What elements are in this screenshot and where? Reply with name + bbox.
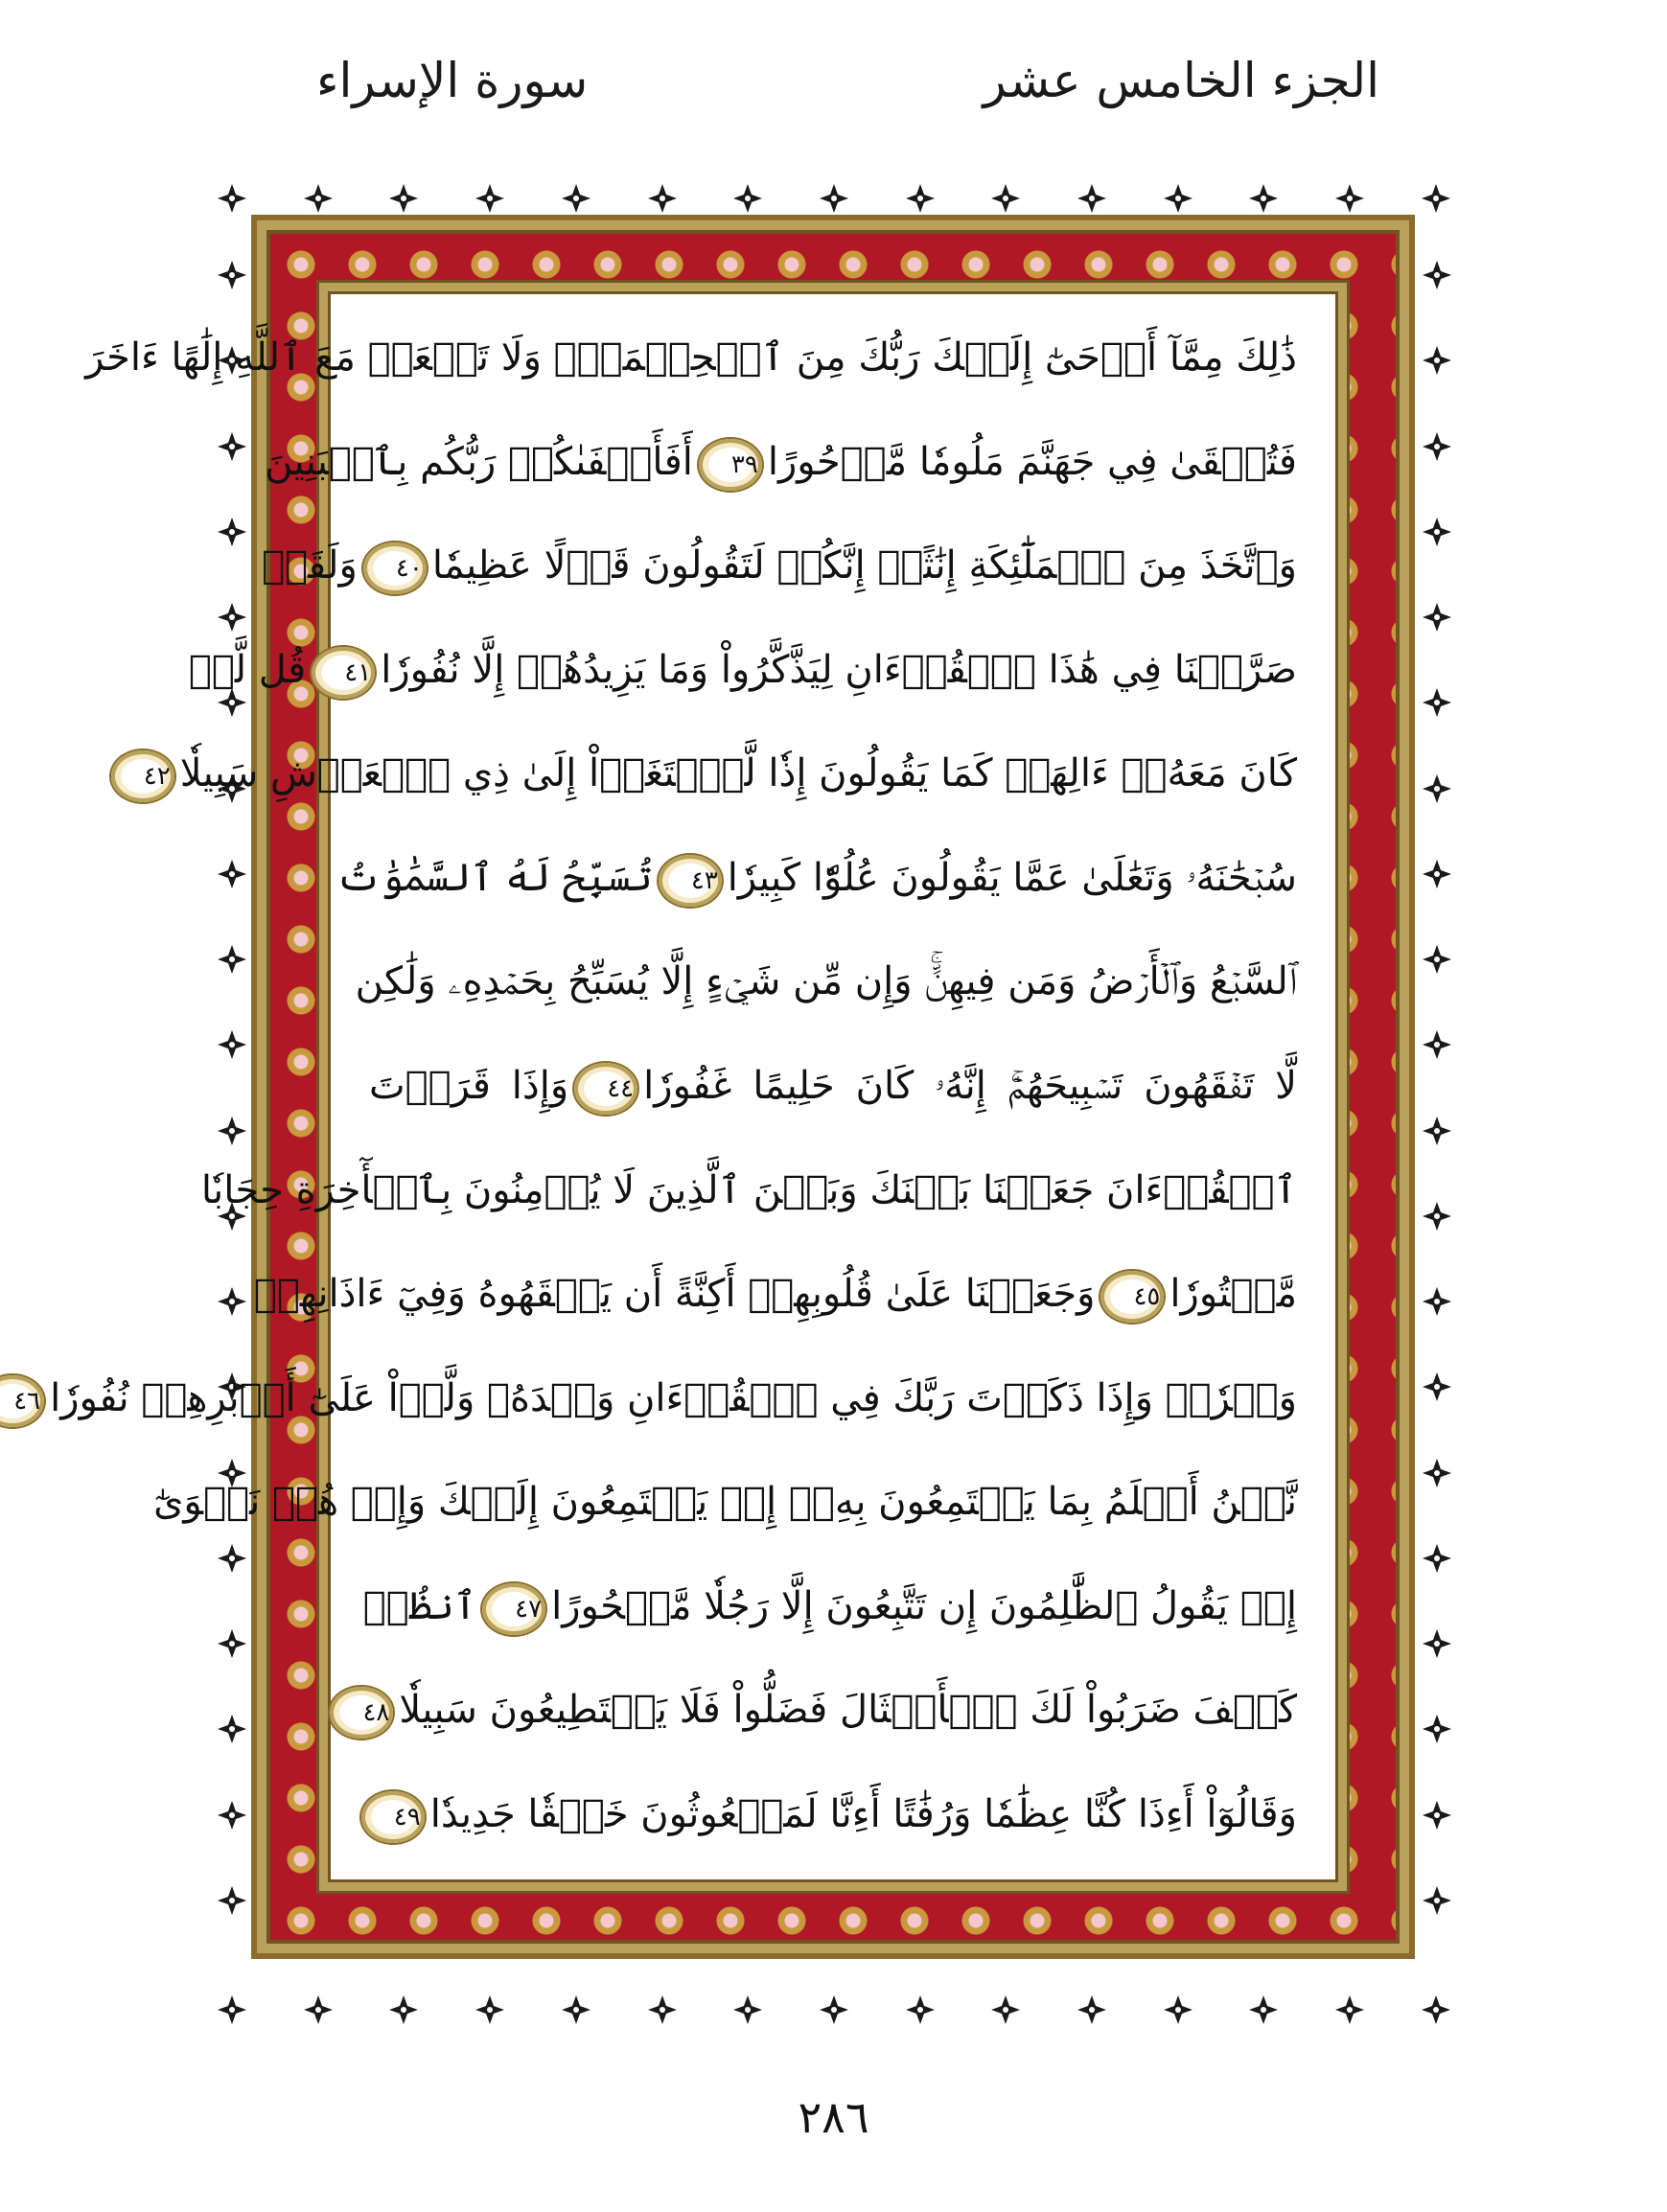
flourish-icon <box>216 516 248 548</box>
ayah-marker-icon: ٣٩ <box>699 439 762 491</box>
flourish-icon <box>1421 1028 1453 1061</box>
flourish-icon <box>216 1713 248 1745</box>
flourish-icon <box>1162 1993 1194 2026</box>
verse-text: وَقۡرٗاۚ وَإِذَا ذَكَرۡتَ رَبَّكَ فِي ٱلۡقُرۡءَانِ وَحۡدَهُۥ وَلَّوۡاْ عَلَىٰٓ أَدۡبَٰرِهِمۡ نُفُورٗا <box>50 1375 1297 1420</box>
flourish-icon <box>1333 182 1366 215</box>
ayah-marker-icon: ٤٧ <box>482 1583 545 1635</box>
bottom-flourish-row <box>216 1993 1452 2026</box>
ayah-marker-icon: ٤٨ <box>330 1687 393 1739</box>
flourish-icon <box>646 1993 679 2026</box>
flourish-icon <box>1076 182 1108 215</box>
flourish-icon <box>1421 858 1453 890</box>
flourish-icon <box>731 182 764 215</box>
flourish-icon <box>216 1627 248 1660</box>
flourish-icon <box>474 182 506 215</box>
ayah-marker-icon: ٤٣ <box>659 855 722 907</box>
flourish-icon <box>818 182 850 215</box>
flourish-icon <box>216 1115 248 1147</box>
quran-text-panel <box>13 291 1338 1882</box>
flourish-icon <box>1421 1627 1453 1660</box>
text-line <box>85 319 1297 402</box>
ayah-marker-icon: ٤٦ <box>0 1375 44 1427</box>
flourish-icon <box>1421 1200 1453 1233</box>
flourish-icon <box>731 1993 764 2026</box>
flourish-icon <box>1421 516 1453 548</box>
flourish-icon <box>216 1799 248 1832</box>
verse-text: نَّحۡنُ أَعۡلَمُ بِمَا يَسۡتَمِعُونَ بِهِۦٓ إِذۡ يَسۡتَمِعُونَ إِلَيۡكَ وَإِذۡ هُمۡ نَجۡوَىٰٓ <box>153 1480 1297 1525</box>
flourish-icon <box>1421 259 1453 291</box>
ayah-marker-icon: ٤٢ <box>111 750 174 802</box>
flourish-icon <box>1420 1993 1452 2026</box>
ayah-marker-icon: ٤٩ <box>361 1791 425 1843</box>
flourish-icon <box>387 1993 420 2026</box>
text-line <box>265 424 1297 506</box>
flourish-icon <box>904 182 937 215</box>
flourish-icon <box>560 182 592 215</box>
text-line <box>362 1671 1297 1754</box>
flourish-icon <box>216 1993 248 2026</box>
flourish-icon <box>216 1884 248 1917</box>
flourish-icon <box>216 601 248 634</box>
verse-text-continued: ٱنظُرۡ <box>362 1583 477 1628</box>
verse-text-continued: وَجَعَلۡنَا عَلَىٰ قُلُوبِهِمۡ أَكِنَّةً أَن يَفۡقَهُوهُ وَفِيٓ ءَاذَانِهِمۡ <box>253 1272 1096 1317</box>
flourish-icon <box>818 1993 850 2026</box>
flourish-icon <box>216 858 248 890</box>
verse-text-continued: تُسَبِّحُ لَهُ ٱلسَّمَٰوَٰتُ <box>336 855 653 900</box>
flourish-icon <box>1421 943 1453 976</box>
flourish-icon <box>1333 1993 1366 2026</box>
flourish-icon <box>216 1285 248 1318</box>
verse-text: مَّسۡتُورٗا <box>1169 1272 1297 1317</box>
ornamental-frame <box>13 215 1415 1959</box>
ayah-marker-icon: ٤٤ <box>574 1063 637 1115</box>
text-line <box>188 632 1297 714</box>
text-line <box>369 1048 1297 1130</box>
flourish-icon <box>1421 1457 1453 1489</box>
flourish-icon <box>216 1542 248 1575</box>
flourish-icon <box>216 259 248 291</box>
text-line <box>153 1463 1297 1546</box>
surah-title: سورة الإسراء <box>316 53 589 108</box>
verse-text: ٱلسَّبۡعُ وَٱلۡأَرۡضُ وَمَن فِيهِنَّۚ وَإِن مِّن شَيۡءٍ إِلَّا يُسَبِّحُ بِحَمۡدِهِۦ وَلَٰكِن <box>355 959 1297 1004</box>
flourish-icon <box>474 1993 506 2026</box>
verse-text: صَرَّفۡنَا فِي هَٰذَا ٱلۡقُرۡءَانِ لِيَذَّكَّرُواْ وَمَا يَزِيدُهُمۡ إِلَّا نُفُورٗا <box>381 647 1297 692</box>
flourish-icon <box>1421 1371 1453 1403</box>
verse-text: ٱلۡقُرۡءَانَ جَعَلۡنَا بَيۡنَكَ وَبَيۡنَ ٱلَّذِينَ لَا يُؤۡمِنُونَ بِٱلۡأٓخِرَةِ حِجَابٗا <box>200 1167 1297 1212</box>
gold-inner-band <box>13 280 1350 1894</box>
text-line <box>13 1360 1297 1442</box>
flourish-icon <box>1162 182 1194 215</box>
flourish-icon <box>216 430 248 463</box>
flourish-icon <box>387 182 420 215</box>
flourish-icon <box>1247 1993 1280 2026</box>
page-number: ٢٨٦ <box>798 2091 869 2143</box>
text-line <box>143 735 1297 818</box>
flourish-icon <box>302 182 335 215</box>
text-line <box>355 943 1297 1025</box>
red-ornamental-band <box>13 230 1400 1944</box>
ayah-marker-icon: ٤١ <box>312 647 375 699</box>
verse-text: وَقَالُوٓاْ أَءِذَا كُنَّا عِظَٰمٗا وَرُفَٰتًا أَءِنَّا لَمَبۡعُوثُونَ خَلۡقٗا جَدِيدٗا <box>429 1791 1297 1836</box>
flourish-icon <box>1421 1799 1453 1832</box>
top-flourish-row <box>216 182 1452 215</box>
ayah-marker-icon: ٤٥ <box>1100 1271 1164 1323</box>
flourish-icon <box>1421 1884 1453 1917</box>
flourish-icon <box>1421 686 1453 719</box>
verse-text-continued: وَلَقَدۡ <box>262 543 358 588</box>
ayah-marker-icon: ٤٠ <box>363 542 427 594</box>
text-line <box>262 527 1297 610</box>
flourish-icon <box>1421 430 1453 463</box>
verse-text: سُبۡحَٰنَهُۥ وَتَعَٰلَىٰ عَمَّا يَقُولُونَ عُلُوّٗا كَبِيرٗا <box>727 855 1297 900</box>
flourish-icon <box>904 1993 937 2026</box>
flourish-icon <box>646 182 679 215</box>
flourish-icon <box>1421 344 1453 377</box>
verse-text: لَّا تَفۡقَهُونَ تَسۡبِيحَهُمۡۚ إِنَّهُۥ كَانَ حَلِيمًا غَفُورٗا <box>643 1063 1297 1108</box>
verse-text-continued: قُل لَّوۡ <box>188 647 307 692</box>
verse-text: ذَٰلِكَ مِمَّآ أَوۡحَىٰٓ إِلَيۡكَ رَبُّكَ مِنَ ٱلۡحِكۡمَةِۗ وَلَا تَجۡعَلۡ مَعَ ٱللَّهِ إِلَٰهًا ءَاخَرَ <box>85 335 1297 380</box>
verse-text: فَتُلۡقَىٰ فِي جَهَنَّمَ مَلُومٗا مَّدۡحُورًا <box>767 439 1297 484</box>
flourish-icon <box>216 943 248 976</box>
verse-text: كَيۡفَ ضَرَبُواْ لَكَ ٱلۡأَمۡثَالَ فَضَلُّواْ فَلَا يَسۡتَطِيعُونَ سَبِيلٗا <box>399 1688 1297 1733</box>
flourish-icon <box>1421 1713 1453 1745</box>
flourish-icon <box>1421 601 1453 634</box>
flourish-icon <box>1421 772 1453 805</box>
flourish-icon <box>1421 1542 1453 1575</box>
text-line <box>369 1776 1297 1858</box>
verse-text: كَانَ مَعَهُۥٓ ءَالِهَةٞ كَمَا يَقُولُونَ إِذٗا لَّٱبۡتَغَوۡاْ إِلَىٰ ذِي ٱلۡعَرۡشِ سَبِيلٗا <box>179 751 1297 796</box>
flourish-icon <box>1076 1993 1108 2026</box>
flourish-icon <box>560 1993 592 2026</box>
right-flourish-column <box>1421 259 1453 1917</box>
flourish-icon <box>216 182 248 215</box>
flourish-icon <box>1421 1285 1453 1318</box>
verse-text-continued: وَإِذَا قَرَأۡتَ <box>369 1063 569 1108</box>
juz-title: الجزء الخامس عشر <box>983 53 1379 108</box>
flourish-icon <box>1247 182 1280 215</box>
verse-text: إِذۡ يَقُولُ ٱلظَّٰلِمُونَ إِن تَتَّبِعُونَ إِلَّا رَجُلٗا مَّسۡحُورًا <box>551 1583 1297 1628</box>
flourish-icon <box>989 1993 1022 2026</box>
flourish-icon <box>216 1028 248 1061</box>
flourish-icon <box>1420 182 1452 215</box>
text-line <box>200 1152 1297 1234</box>
verse-text: وَٱتَّخَذَ مِنَ ٱلۡمَلَٰٓئِكَةِ إِنَٰثًاۚ إِنَّكُمۡ لَتَقُولُونَ قَوۡلًا عَظِيمٗا <box>431 543 1297 588</box>
text-line <box>336 840 1297 922</box>
text-line <box>362 1568 1297 1650</box>
left-flourish-column <box>216 259 248 1917</box>
verse-text-continued: أَفَأَصۡفَىٰكُمۡ رَبُّكُم بِٱلۡبَنِينَ <box>265 439 693 484</box>
flourish-icon <box>1421 1115 1453 1147</box>
text-line <box>253 1256 1297 1338</box>
flourish-icon <box>989 182 1022 215</box>
flourish-icon <box>302 1993 335 2026</box>
